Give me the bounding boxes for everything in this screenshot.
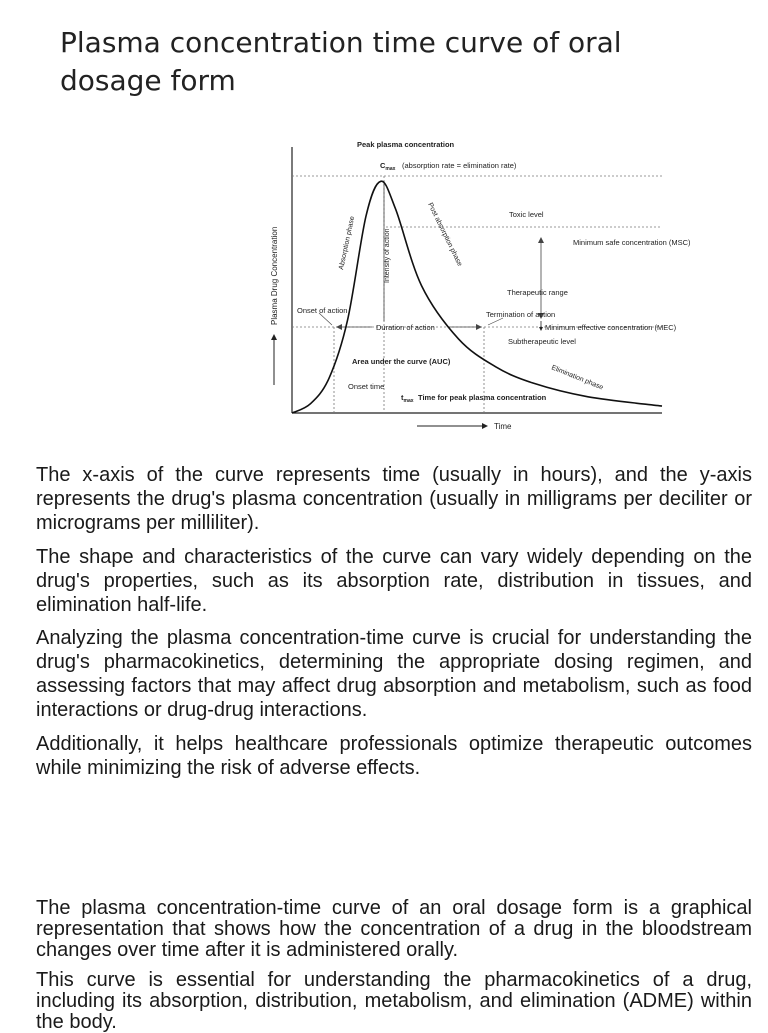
cmax-symbol: $C_{max}$ bbox=[380, 161, 396, 172]
intensity-label: Intensity of action bbox=[384, 228, 391, 283]
absorption-phase-label: Absorption phase bbox=[338, 215, 357, 271]
pk-curve-svg bbox=[262, 135, 691, 435]
tmax-label: Time for peak plasma concentration bbox=[418, 393, 547, 402]
paragraph-3: Analyzing the plasma concentration-time curve is crucial for understanding the drug's pharmacokinetics, determining the appropriate dosing regimen, and assessing factors that may affect drug absorption and metabolism, such as food interactions or drug-drug interactions. bbox=[36, 627, 752, 721]
lower-paragraph-2: This curve is essential for understanding the pharmacokinetics of a drug, including its absorption, distribution, metabolism, and elimination (ADME) within the body. bbox=[36, 969, 752, 1033]
cmax-subscript: max bbox=[385, 166, 396, 172]
msc-label: Minimum safe concentration (MSC) bbox=[573, 238, 691, 247]
elimination-phase-label: Elimination phase bbox=[550, 364, 605, 392]
tmax-symbol: $t_{max}$ bbox=[401, 393, 414, 404]
paragraph-1: The x-axis of the curve represents time (usually in hours), and the y-axis represents the drug's plasma concentration (usually in milligrams per deciliter or micrograms per milliliter). bbox=[36, 464, 752, 534]
duration-label: Duration of action bbox=[376, 323, 435, 332]
post-absorption-label: Post absorption phase bbox=[426, 201, 464, 268]
paragraph-2: The shape and characteristics of the curve can vary widely depending on the drug's properties, such as its absorption rate, distribution in tissues, and elimination half-life. bbox=[36, 546, 752, 616]
x-axis-label: Time bbox=[494, 422, 512, 431]
auc-label: Area under the curve (AUC) bbox=[352, 357, 451, 366]
y-axis-label: Plasma Drug Concentration bbox=[270, 226, 279, 325]
lower-paragraph-1: The plasma concentration-time curve of an oral dosage form is a graphical representation that shows how the concentration of a drug in the bloodstream changes over time after it is administered orally. bbox=[36, 897, 752, 961]
peak-label: Peak plasma concentration bbox=[357, 140, 455, 149]
onset-time-label: Onset time bbox=[348, 382, 385, 391]
therapeutic-range-label: Therapeutic range bbox=[507, 288, 568, 297]
cmax-note: (absorption rate = elimination rate) bbox=[402, 161, 517, 170]
onset-of-action-label: Onset of action bbox=[297, 306, 348, 315]
toxic-level-label: Toxic level bbox=[509, 210, 544, 219]
pk-curve-figure bbox=[262, 135, 691, 435]
termination-label: Termination of action bbox=[486, 310, 556, 319]
subtherapeutic-label: Subtherapeutic level bbox=[508, 337, 576, 346]
mec-label: Minimum effective concentration (MEC) bbox=[545, 323, 677, 332]
paragraph-4: Additionally, it helps healthcare professionals optimize therapeutic outcomes while minimizing the risk of adverse effects. bbox=[36, 733, 752, 779]
concentration-curve bbox=[292, 181, 662, 413]
slide-title: Plasma concentration time curve of oral dosage form bbox=[60, 26, 622, 97]
